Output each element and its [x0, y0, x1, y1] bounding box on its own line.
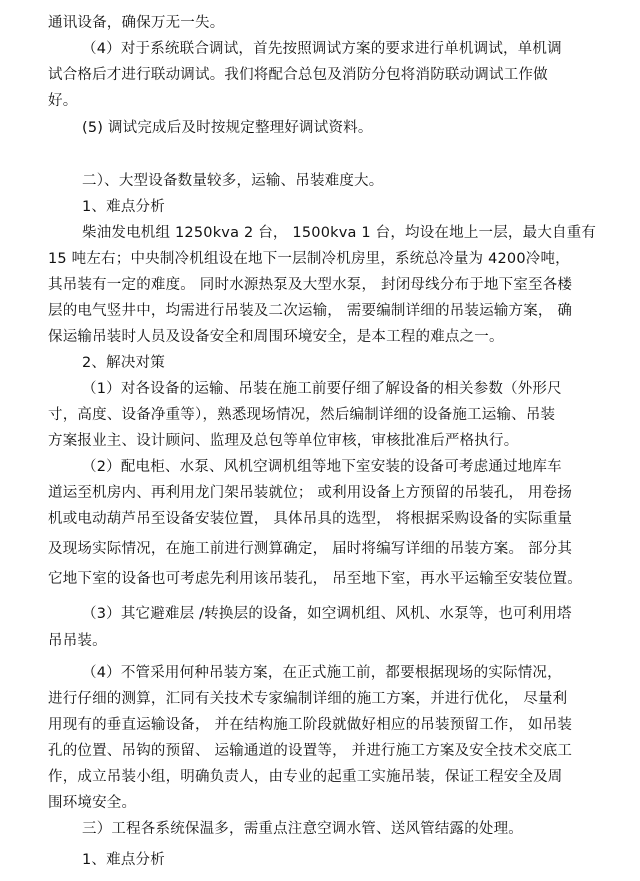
- text-line-4: 好。: [48, 93, 78, 109]
- text-line-16: 方案报业主、设计顾问、监理及总包等单位审核，审核批准后严格执行。: [48, 433, 519, 449]
- section-heading-2: 二）、大型设备数量较多，运输、吊装难度大。: [82, 173, 384, 189]
- text-line-9: 15 吨左右；中央制冷机组设在地下一层制冷机房里，系统总冷量为 4200冷吨，: [48, 251, 570, 267]
- text-line-23: 吊吊装。: [48, 633, 107, 649]
- text-line-1: 通讯设备，确保万无一失。: [48, 15, 225, 31]
- text-line-24: （4）不管采用何种吊装方案，在正式施工前，都要根据现场的实际情况，: [82, 665, 562, 681]
- text-line-19: 机或电动葫芦吊至设备安装位置， 具体吊具的选型， 将根据采购设备的实际重量: [48, 511, 573, 527]
- text-line-12: 保运输吊装时人员及设备安全和周围环境安全，是本工程的难点之一。: [48, 329, 504, 345]
- text-line-28: 作，成立吊装小组，明确负责人，由专业的起重工实施吊装，保证工程安全及周: [48, 769, 563, 785]
- text-line-22: （3）其它避难层 /转换层的设备，如空调机组、风机、水泵等，也可利用塔: [82, 606, 572, 622]
- text-line-14: （1）对各设备的运输、吊装在施工前要仔细了解设备的相关参数（外形尺: [82, 381, 562, 397]
- text-line-5: (5) 调试完成后及时按规定整理好调试资料。: [82, 120, 373, 136]
- text-line-20: 及现场实际情况，在施工前进行测算确定， 届时将编写详细的吊装方案。 部分其: [48, 541, 573, 557]
- text-line-11: 层的电气竖井中，均需进行吊装及二次运输， 需要编制详细的吊装运输方案， 确: [48, 303, 573, 319]
- text-line-2: （4）对于系统联合调试，首先按照调试方案的要求进行单机调试，单机调: [82, 41, 562, 57]
- subheading-solutions: 2、解决对策: [82, 355, 165, 371]
- text-line-21: 它地下室的设备也可考虑先利用该吊装孔， 吊至地下室，再水平运输至安装位置。: [48, 571, 583, 587]
- subheading-difficulty-analysis-2: 1、难点分析: [82, 852, 165, 868]
- text-line-29: 围环境安全。: [48, 795, 137, 811]
- text-line-18: 道运至机房内、再利用龙门架吊装就位； 或利用设备上方预留的吊装孔， 用卷扬: [48, 485, 573, 501]
- text-line-15: 寸，高度、设备净重等），熟悉现场情况，然后编制详细的设备施工运输、吊装: [48, 407, 556, 423]
- section-heading-3: 三）工程各系统保温多，需重点注意空调水管、送风管结露的处理。: [82, 821, 523, 837]
- text-line-10: 其吊装有一定的难度。 同时水源热泵及大型水泵， 封闭母线分布于地下室至各楼: [48, 277, 573, 293]
- text-line-17: （2）配电柜、水泵、风机空调机组等地下室安装的设备可考虑通过地库车: [82, 459, 562, 475]
- text-line-3: 试合格后才进行联动调试。我们将配合总包及消防分包将消防联动调试工作做: [48, 67, 548, 83]
- text-line-26: 用现有的垂直运输设备， 并在结构施工阶段就做好相应的吊装预留工作， 如吊装: [48, 717, 573, 733]
- text-line-8: 柴油发电机组 1250kva 2 台， 1500kva 1 台，均设在地上一层，最大自重有: [82, 225, 597, 241]
- subheading-difficulty-analysis: 1、难点分析: [82, 199, 165, 215]
- text-line-27: 孔的位置、吊钩的预留、 运输通道的设置等， 并进行施工方案及安全技术交底工: [48, 743, 573, 759]
- text-line-25: 进行仔细的测算，汇同有关技术专家编制详细的施工方案，并进行优化， 尽量利: [48, 691, 568, 707]
